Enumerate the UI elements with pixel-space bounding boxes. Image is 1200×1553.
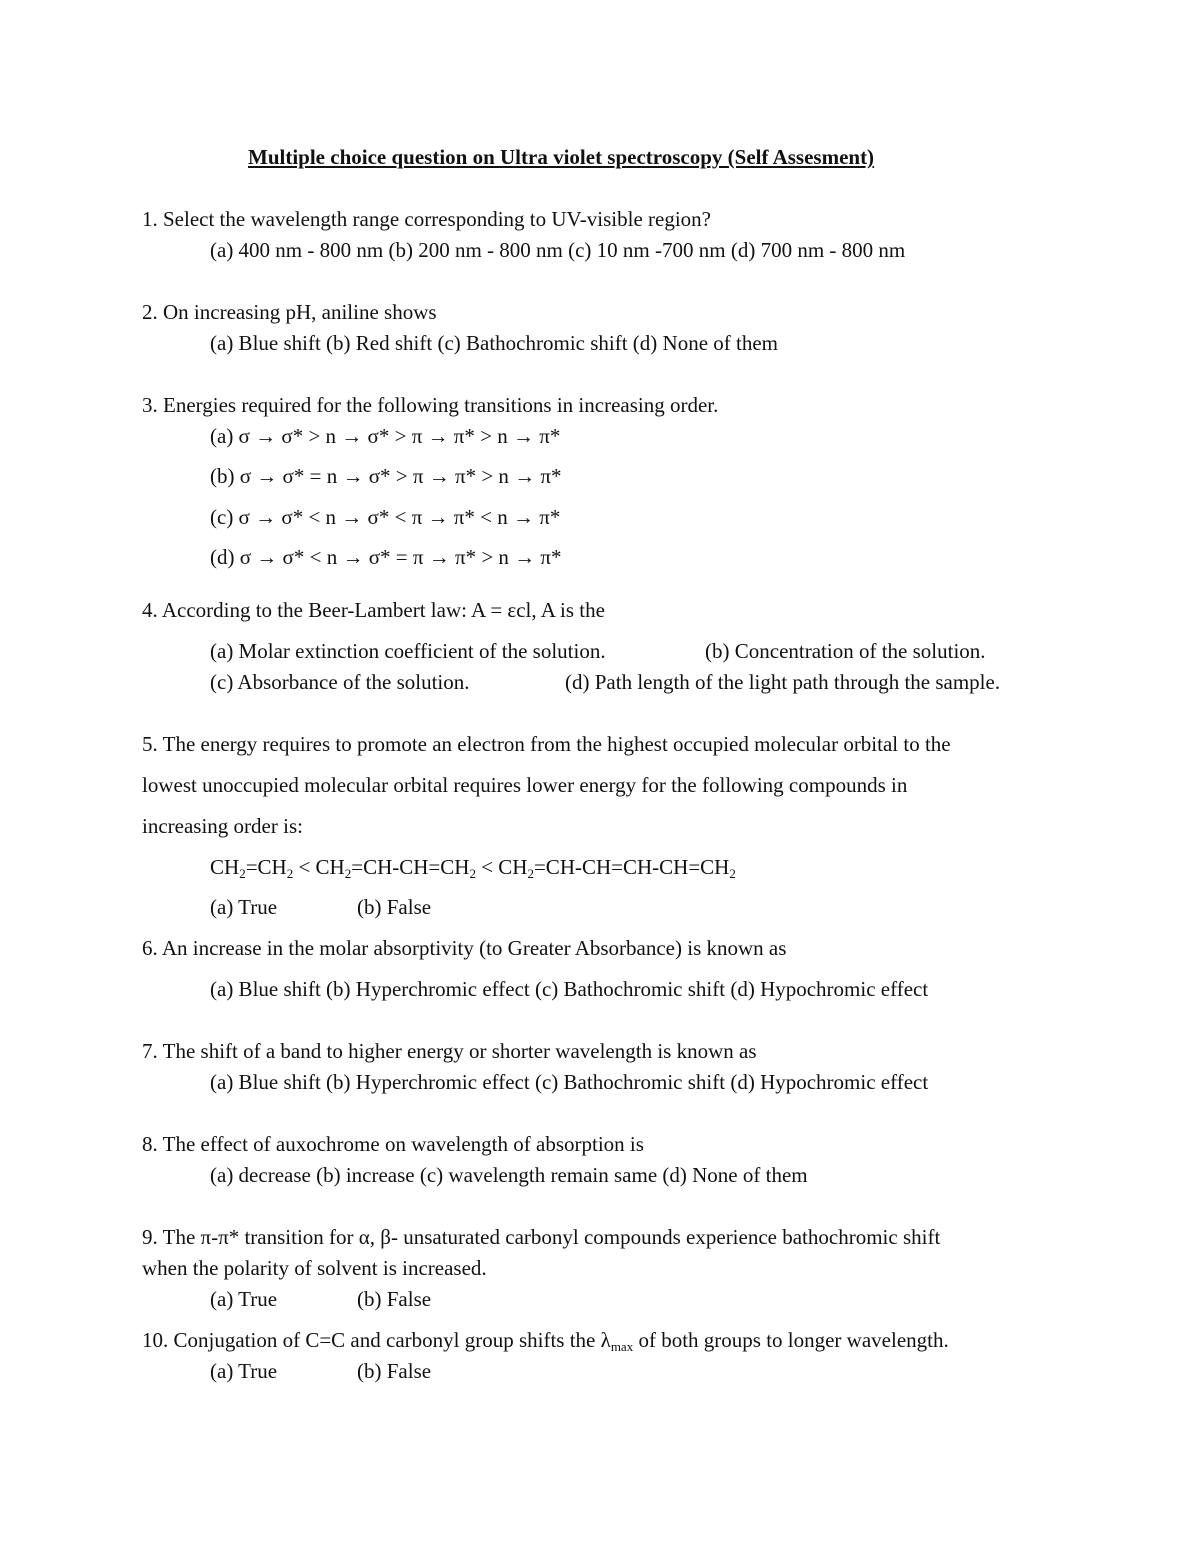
question-5-line-1: 5. The energy requires to promote an electron from the highest occupied molecular orbital to the	[142, 732, 951, 756]
question-7-text: 7. The shift of a band to higher energy or shorter wavelength is known as	[142, 1039, 757, 1063]
formula-lt: <	[475, 855, 499, 879]
question-4-option-a: (a) Molar extinction coefficient of the solution.	[210, 639, 606, 663]
question-10-text	[142, 1326, 949, 1354]
question-5-line-2: lowest unoccupied molecular orbital requires lower energy for the following compounds in	[142, 773, 908, 797]
question-4-text: 4. According to the Beer-Lambert law: A = εcl, A is the	[142, 598, 605, 622]
question-4-option-b: (b) Concentration of the solution.	[705, 639, 986, 663]
question-1-options: (a) 400 nm - 800 nm (b) 200 nm - 800 nm (c) 10 nm -700 nm (d) 700 nm - 800 nm	[210, 238, 906, 262]
question-10-text-post: of both groups to longer wavelength.	[633, 1328, 949, 1352]
question-10-option-a: (a) True	[210, 1359, 278, 1383]
question-2-options: (a) Blue shift (b) Red shift (c) Bathochromic shift (d) None of them	[210, 331, 779, 355]
page-title: Multiple choice question on Ultra violet spectroscopy (Self Assesment)	[248, 145, 875, 169]
formula-sub: 2	[286, 866, 294, 881]
formula-part: =CH-CH=CH	[351, 855, 470, 879]
question-3-text: 3. Energies required for the following transitions in increasing order.	[142, 393, 719, 417]
question-6-options: (a) Blue shift (b) Hyperchromic effect (c) Bathochromic shift (d) Hypochromic effect	[210, 977, 929, 1001]
formula-sub: 2	[527, 866, 534, 881]
formula-lt: <	[293, 855, 316, 879]
question-3-option-c: (c) σ → σ* < n → σ* < π → π* < n → π*	[210, 505, 561, 529]
lambda-max-subscript: max	[610, 1339, 634, 1354]
formula-sub: 2	[239, 866, 246, 881]
question-10-text-pre: 10. Conjugation of C=C and carbonyl group shifts the λ	[142, 1328, 611, 1352]
formula-part: CH	[498, 855, 528, 879]
formula-part: =CH	[245, 855, 287, 879]
question-6-text: 6. An increase in the molar absorptivity (to Greater Absorbance) is known as	[142, 936, 787, 960]
question-8-options: (a) decrease (b) increase (c) wavelength remain same (d) None of them	[210, 1163, 808, 1187]
question-8-text: 8. The effect of auxochrome on wavelength of absorption is	[142, 1132, 644, 1156]
formula-part: CH	[315, 855, 345, 879]
question-3-option-a: (a) σ → σ* > n → σ* > π → π* > n → π*	[210, 424, 561, 448]
question-5-line-3: increasing order is:	[142, 814, 303, 838]
question-7-options: (a) Blue shift (b) Hyperchromic effect (c) Bathochromic shift (d) Hypochromic effect	[210, 1070, 929, 1094]
question-9-option-a: (a) True	[210, 1287, 278, 1311]
question-5-formula	[210, 853, 736, 881]
question-5-option-a: (a) True	[210, 895, 278, 919]
question-3-option-b: (b) σ → σ* = n → σ* > π → π* > n → π*	[210, 464, 562, 488]
question-9-line-1: 9. The π-π* transition for α, β- unsaturated carbonyl compounds experience bathochromic shift	[142, 1225, 941, 1249]
question-1-text: 1. Select the wavelength range corresponding to UV-visible region?	[142, 207, 711, 231]
formula-part: =CH-CH=CH-CH=CH	[533, 855, 730, 879]
formula-sub: 2	[729, 866, 736, 881]
question-9-line-2: when the polarity of solvent is increased.	[142, 1256, 487, 1280]
question-2-text: 2. On increasing pH, aniline shows	[142, 300, 437, 324]
question-9-option-b: (b) False	[357, 1287, 432, 1311]
question-10-option-b: (b) False	[357, 1359, 432, 1383]
formula-sub: 2	[469, 866, 476, 881]
formula-part: CH	[210, 855, 240, 879]
question-4-option-c: (c) Absorbance of the solution.	[210, 670, 470, 694]
question-5-option-b: (b) False	[357, 895, 432, 919]
question-3-option-d: (d) σ → σ* < n → σ* = π → π* > n → π*	[210, 545, 562, 569]
formula-sub: 2	[344, 866, 352, 881]
question-4-option-d: (d) Path length of the light path through the sample.	[565, 670, 1001, 694]
